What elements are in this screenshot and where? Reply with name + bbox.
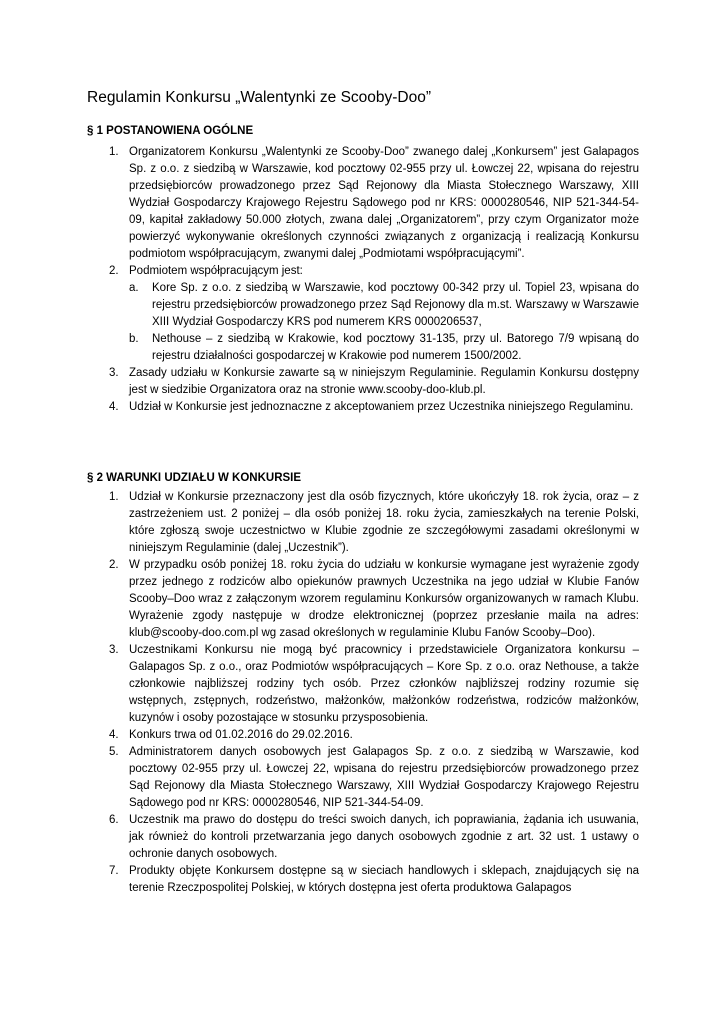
- item-number: 3.: [109, 367, 119, 379]
- item-text: Podmiotem współpracującym jest:: [129, 265, 303, 277]
- list-item: [0, 642, 724, 727]
- item-text: Uczestnikami Konkursu nie mogą być pracownicy i przedstawiciele Organizatora konkursu – Galapagos Sp. z o.o., oraz Podmiotów współpracujących – Kore Sp. z o.o. oraz Nethouse, a także członkowie najbliższej rodziny tych osób. Przez członków najbliższej rodziny rozumie się wstępnych, zstępnych, rodzeństwo, małżonków, małżonków rodzeństwa, rodziców małżonków, kuzynów i osoby pozostające w stosunku przysposobienia.: [129, 644, 639, 724]
- section-heading: § 2 WARUNKI UDZIAŁU W KONKURSIE: [87, 472, 302, 484]
- item-text: Administratorem danych osobowych jest Galapagos Sp. z o.o. z siedzibą w Warszawie, kod pocztowy 02-955 przy ul. Łowczej 22, wpisana do rejestru przedsiębiorców prowadzonego przez Sąd Rejonowy dla Miasta Stołecznego Warszawy, XIII Wydział Gospodarczy Krajowego Rejestru Sądowego pod nr KRS: 0000280546, NIP 521-344-54-09.: [129, 746, 639, 809]
- section-1-list: [0, 144, 724, 416]
- sub-item-letter: b.: [129, 333, 139, 345]
- item-text: Uczestnik ma prawo do dostępu do treści swoich danych, ich poprawiania, żądania ich usuwania, jak również do kontroli przetwarzania jego danych osobowych zgodnie z art. 32 ust. 1 ustawy o ochronie danych osobowych.: [129, 814, 639, 860]
- sub-list: [0, 280, 724, 365]
- item-number: 4.: [109, 729, 119, 741]
- item-number: 3.: [109, 644, 119, 656]
- item-number: 1.: [109, 146, 119, 158]
- item-number: 5.: [109, 746, 119, 758]
- sub-item-text: Nethouse – z siedzibą w Krakowie, kod pocztowy 31-135, przy ul. Batorego 7/9 wpisaną do rejestru działalności gospodarczej w Krakowie pod numerem 1500/2002.: [152, 333, 639, 362]
- item-text: Udział w Konkursie jest jednoznaczne z akceptowaniem przez Uczestnika niniejszego Regulaminu.: [129, 401, 634, 413]
- item-number: 2.: [109, 265, 119, 277]
- list-item: [0, 744, 724, 812]
- list-item: [0, 863, 724, 897]
- sub-list-item: [0, 331, 724, 365]
- item-text: Organizatorem Konkursu „Walentynki ze Scooby-Doo” zwanego dalej „Konkursem” jest Galapagos Sp. z o.o. z siedzibą w Warszawie, kod pocztowy 02-955 przy ul. Łowczej 22, wpisana do rejestru przedsiębiorców prowadzonego przez Sąd Rejonowy dla Miasta Stołecznego Warszawy, XIII Wydział Gospodarczy Krajowego Rejestru Sądowego pod nr KRS: 0000280546, NIP 521-344-54-09, kapitał zakładowy 50.000 złotych, zwana dalej „Organizatorem”, przy czym Organizator może powierzyć wykonywanie określonych czynności związanych z organizacją i realizacją Konkursu podmiotom współpracującym, zwanymi dalej „Podmiotami współpracującymi”.: [129, 146, 639, 260]
- item-number: 7.: [109, 865, 119, 877]
- list-item: [0, 365, 724, 399]
- item-text: Zasady udziału w Konkursie zawarte są w niniejszym Regulaminie. Regulamin Konkursu dostępny jest w siedzibie Organizatora oraz na stronie www.scooby-doo-klub.pl.: [129, 367, 639, 396]
- item-text: Konkurs trwa od 01.02.2016 do 29.02.2016.: [129, 729, 353, 741]
- item-number: 6.: [109, 814, 119, 826]
- sub-item-text: Kore Sp. z o.o. z siedzibą w Warszawie, kod pocztowy 00-342 przy ul. Topiel 23, wpisana do rejestru przedsiębiorców prowadzonego przez Sąd Rejonowy dla m.st. Warszawy w Warszawie XIII Wydział Gospodarczy KRS pod numerem KRS 0000206537,: [152, 282, 639, 328]
- list-item: [0, 812, 724, 863]
- item-number: 4.: [109, 401, 119, 413]
- list-item: [0, 557, 724, 642]
- list-item: [0, 144, 724, 263]
- item-text: Produkty objęte Konkursem dostępne są w sieciach handlowych i sklepach, znajdujących się na terenie Rzeczpospolitej Polskiej, w których dostępna jest oferta produktowa Galapagos: [129, 865, 639, 894]
- list-item: [0, 489, 724, 557]
- section-heading: § 1 POSTANOWIENA OGÓLNE: [87, 125, 254, 137]
- item-text: W przypadku osób poniżej 18. roku życia do udziału w konkursie wymagane jest wyrażenie zgody przez jednego z rodziców albo opiekunów prawnych Uczestnika na jego udział w Klubie Fanów Scooby–Doo wraz z załączonym wzorem regulaminu Konkursów organizowanych w ramach Klubu. Wyrażenie zgody następuje w drodze elektronicznej (poprzez przesłanie maila na adres: klub@scooby-doo.com.pl wg zasad określonych w regulaminie Klubu Fanów Scooby–Doo).: [129, 559, 639, 639]
- item-number: 1.: [109, 491, 119, 503]
- list-item: [0, 727, 724, 744]
- list-item: [0, 399, 724, 416]
- document-title: Regulamin Konkursu „Walentynki ze Scooby-Doo”: [87, 89, 432, 106]
- list-item: [0, 263, 724, 365]
- item-number: 2.: [109, 559, 119, 571]
- sub-item-letter: a.: [129, 282, 139, 294]
- item-text: Udział w Konkursie przeznaczony jest dla osób fizycznych, które ukończyły 18. rok życia, oraz – z zastrzeżeniem ust. 2 poniżej – dla osób poniżej 18. roku życia, zamieszkałych na terenie Polski, które zgłoszą swoje uczestnictwo w Klubie zgodnie ze szczegółowymi zasadami określonymi w niniejszym Regulaminie (dalej „Uczestnik”).: [129, 491, 639, 554]
- sub-list-item: [0, 280, 724, 331]
- section-2-list: [0, 489, 724, 897]
